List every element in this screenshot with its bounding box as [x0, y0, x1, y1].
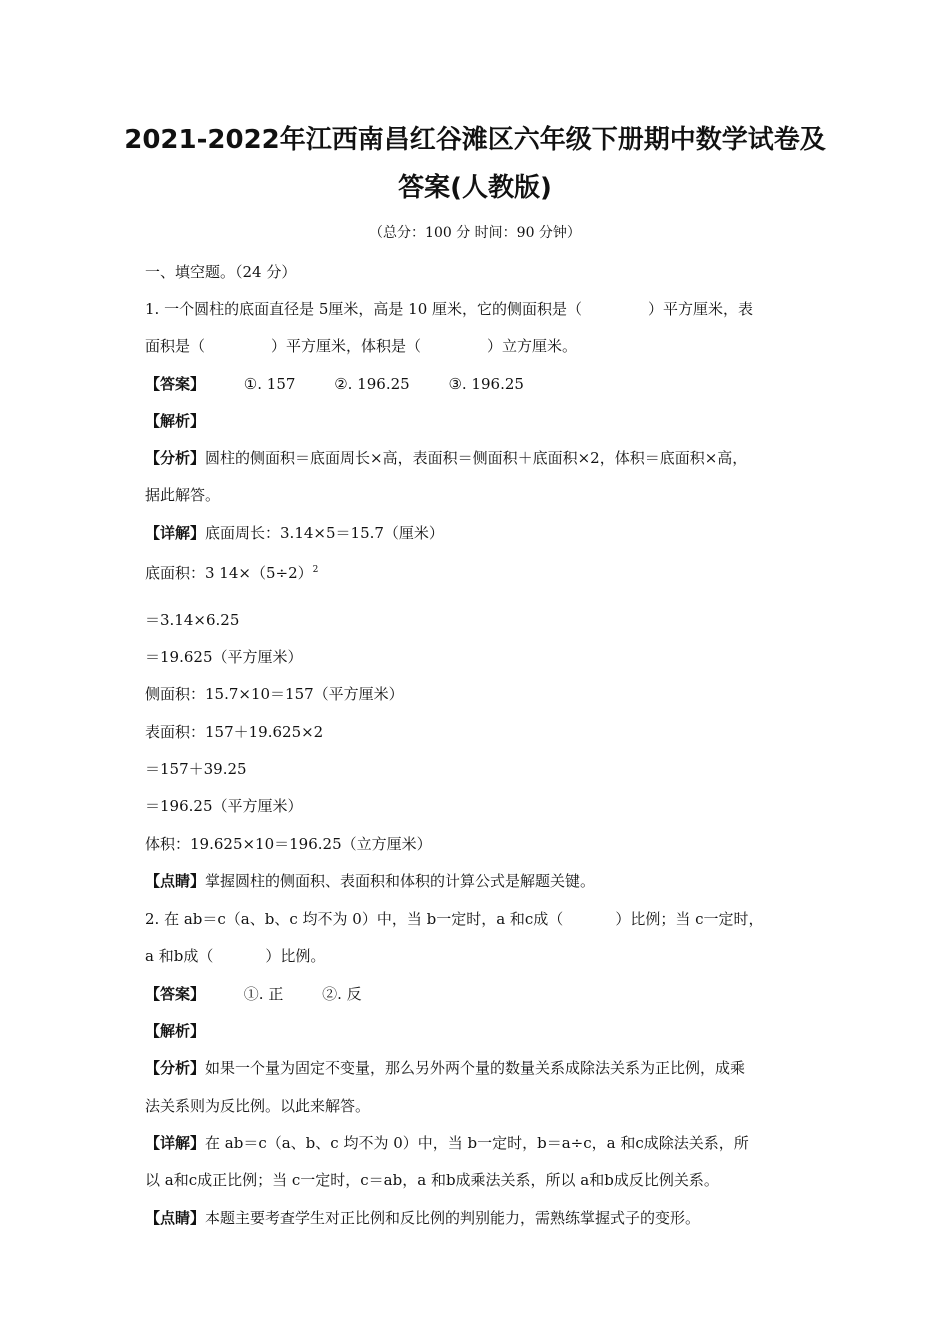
calc-step [145, 560, 318, 583]
calc-step: ＝19.625（平方厘米） [145, 648, 303, 666]
xiangjie-text: 在 ab＝c（a、b、c 均不为 0）中，当 b一定时，b＝a÷c，a 和c成除法关系，所 [205, 1134, 749, 1152]
question-2-keypoint [145, 1208, 700, 1228]
question-1-analysis-line-1 [145, 448, 747, 468]
exam-meta: （总分：100 分 时间：90 分钟） [369, 225, 581, 241]
calc-step: 体积：19.625×10＝196.25（立方厘米） [145, 835, 432, 853]
question-1-line-2 [145, 336, 577, 356]
question-1-line-1 [145, 299, 753, 319]
answer-tag: 【答案】 [145, 375, 206, 393]
calc-step: ＝3.14×6.25 [145, 611, 240, 629]
question-2-detail-line-2: 以 a和c成正比例；当 c一定时，c＝ab，a 和b成乘法关系，所以 a和b成反比例关系。 [145, 1171, 719, 1189]
calc-step-text: 底面积：3 14×（5÷2） [145, 564, 313, 582]
calc-step: 表面积：157＋19.625×2 [145, 723, 324, 741]
superscript: 2 [312, 565, 319, 575]
analysis-tag: 【解析】 [145, 412, 206, 430]
question-1-text-c: 面积是（ [145, 337, 206, 355]
question-1-keypoint [145, 871, 595, 891]
xiangjie-tag: 【详解】 [145, 1134, 206, 1152]
question-1-text-a: 1. 一个圆柱的底面直径是 5厘米，高是 10 厘米，它的侧面积是（ [145, 300, 583, 318]
answer-item: ①. 正 [243, 985, 284, 1003]
question-2-text-a: 2. 在 ab＝c（a、b、c 均不为 0）中，当 b一定时，a 和c成（ [145, 910, 564, 928]
dianjing-tag: 【点睛】 [145, 872, 206, 890]
answer-item: ①. 157 [243, 375, 296, 393]
question-1-text-b: ）平方厘米，表 [648, 300, 754, 318]
question-1-text-e: ）立方厘米。 [487, 337, 578, 355]
question-2-analysis-line-1 [145, 1058, 745, 1078]
question-2-answer [145, 984, 396, 1004]
fenxi-tag: 【分析】 [145, 449, 206, 467]
answer-tag: 【答案】 [145, 985, 206, 1003]
question-2-text-d: ）比例。 [265, 947, 326, 965]
fenxi-text: 如果一个量为固定不变量，那么另外两个量的数量关系成除法关系为正比例，成乘 [205, 1059, 746, 1077]
calc-step: ＝196.25（平方厘米） [145, 797, 303, 815]
question-2-text-c: a 和b成（ [145, 947, 214, 965]
answer-item: ②. 196.25 [334, 375, 410, 393]
dianjing-text: 掌握圆柱的侧面积、表面积和体积的计算公式是解题关键。 [205, 872, 596, 890]
document-title-line-2: 答案(人教版) [398, 173, 552, 203]
question-1-answer [145, 374, 558, 394]
fenxi-tag: 【分析】 [145, 1059, 206, 1077]
calc-step: ＝157＋39.25 [145, 760, 247, 778]
question-2-analysis-line-2: 法关系则为反比例。以此来解答。 [145, 1097, 371, 1115]
xiangjie-text: 底面周长：3.14×5＝15.7（厘米） [205, 524, 444, 542]
dianjing-tag: 【点睛】 [145, 1209, 206, 1227]
answer-item: ②. 反 [322, 985, 362, 1003]
question-1-detail-line [145, 523, 444, 543]
analysis-tag: 【解析】 [145, 1022, 206, 1040]
fenxi-text: 圆柱的侧面积＝底面周长×高，表面积＝侧面积＋底面积×2，体积＝底面积×高， [205, 449, 748, 467]
calc-step: 侧面积：15.7×10＝157（平方厘米） [145, 685, 404, 703]
question-2-detail-line-1 [145, 1133, 749, 1153]
question-2-line-2 [145, 946, 325, 966]
xiangjie-tag: 【详解】 [145, 524, 206, 542]
document-title-line-1: 2021-2022年江西南昌红谷滩区六年级下册期中数学试卷及 [124, 125, 826, 155]
question-2-text-b: ）比例；当 c一定时， [615, 910, 764, 928]
question-1-text-d: ）平方厘米，体积是（ [271, 337, 422, 355]
section-heading: 一、填空题。（24 分） [145, 263, 297, 281]
question-2-line-1 [145, 909, 763, 929]
question-1-analysis-line-2: 据此解答。 [145, 486, 221, 504]
dianjing-text: 本题主要考查学生对正比例和反比例的判别能力，需熟练掌握式子的变形。 [205, 1209, 701, 1227]
answer-item: ③. 196.25 [448, 375, 524, 393]
